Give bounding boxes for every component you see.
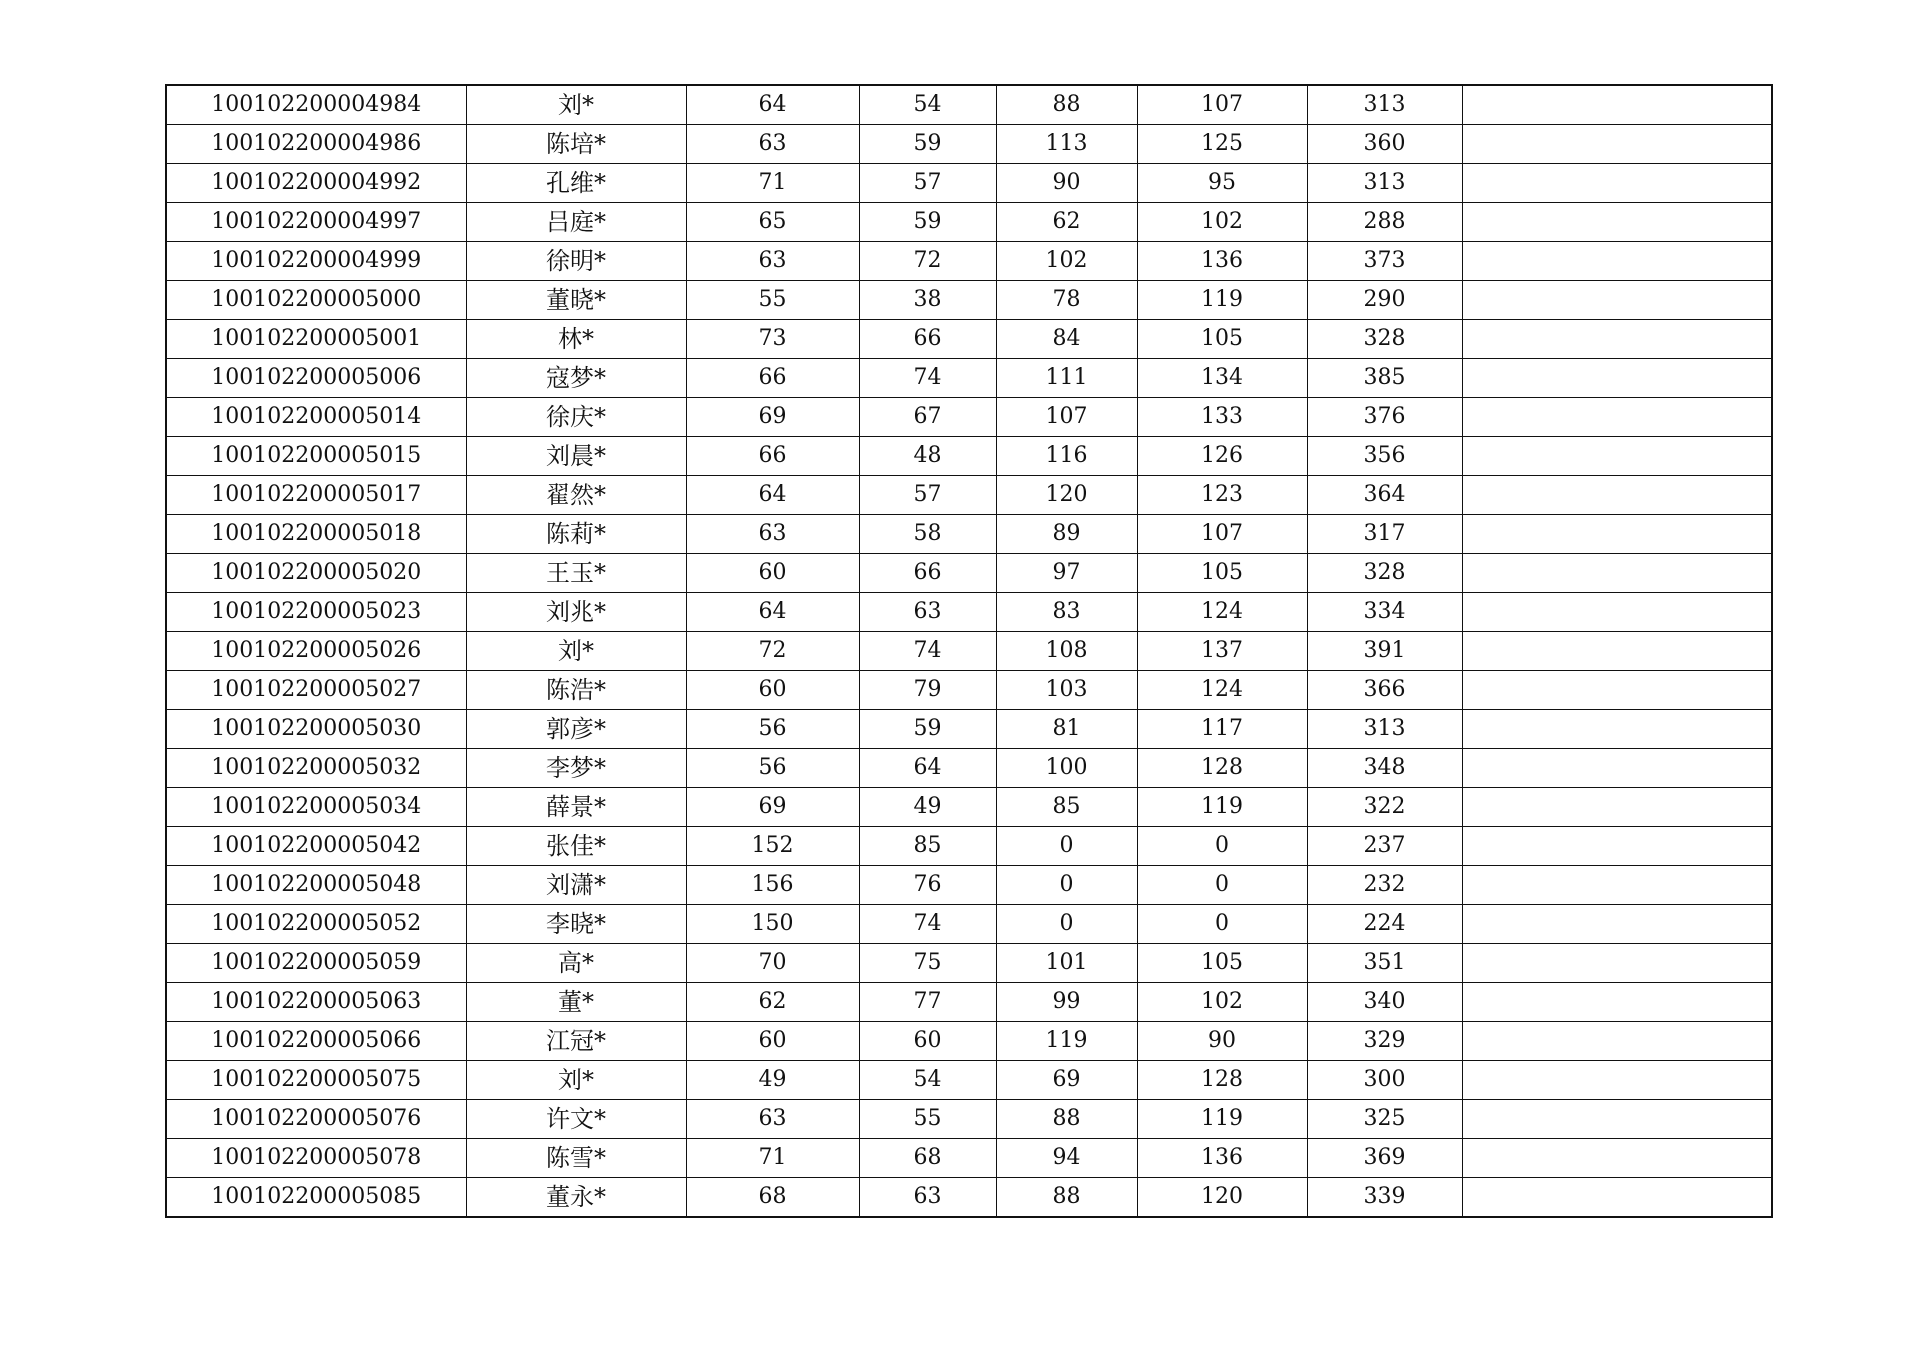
- total-score-cell: 322: [1307, 788, 1462, 827]
- total-score-cell: 334: [1307, 593, 1462, 632]
- score-2-cell: 57: [859, 476, 996, 515]
- table-row: [166, 788, 1772, 827]
- score-2-cell: 54: [859, 1061, 996, 1100]
- score-2-cell: 64: [859, 749, 996, 788]
- exam-id-cell: 100102200004984: [166, 85, 466, 125]
- score-1-cell: 69: [686, 788, 859, 827]
- candidate-name-cell: 王玉*: [466, 554, 686, 593]
- score-3-cell: 100: [996, 749, 1137, 788]
- score-1-cell: 63: [686, 242, 859, 281]
- exam-id-cell: 100102200005030: [166, 710, 466, 749]
- candidate-name-cell: 吕庭*: [466, 203, 686, 242]
- total-score-cell: 313: [1307, 710, 1462, 749]
- score-table-body: [166, 85, 1772, 1217]
- total-score-cell: 339: [1307, 1178, 1462, 1218]
- total-score-cell: 329: [1307, 1022, 1462, 1061]
- score-4-cell: 137: [1137, 632, 1307, 671]
- note-cell: [1462, 593, 1772, 632]
- score-3-cell: 111: [996, 359, 1137, 398]
- score-4-cell: 107: [1137, 515, 1307, 554]
- score-4-cell: 124: [1137, 671, 1307, 710]
- candidate-name-cell: 张佳*: [466, 827, 686, 866]
- candidate-name-cell: 陈浩*: [466, 671, 686, 710]
- candidate-name-cell: 许文*: [466, 1100, 686, 1139]
- exam-id-cell: 100102200005042: [166, 827, 466, 866]
- exam-id-cell: 100102200005018: [166, 515, 466, 554]
- score-1-cell: 64: [686, 476, 859, 515]
- total-score-cell: 288: [1307, 203, 1462, 242]
- table-row: [166, 671, 1772, 710]
- candidate-name-cell: 陈莉*: [466, 515, 686, 554]
- score-2-cell: 66: [859, 554, 996, 593]
- total-score-cell: 369: [1307, 1139, 1462, 1178]
- table-row: [166, 1061, 1772, 1100]
- score-2-cell: 49: [859, 788, 996, 827]
- note-cell: [1462, 476, 1772, 515]
- exam-id-cell: 100102200005026: [166, 632, 466, 671]
- score-3-cell: 103: [996, 671, 1137, 710]
- score-1-cell: 49: [686, 1061, 859, 1100]
- score-4-cell: 128: [1137, 1061, 1307, 1100]
- score-2-cell: 63: [859, 1178, 996, 1218]
- table-row: [166, 983, 1772, 1022]
- score-1-cell: 64: [686, 85, 859, 125]
- score-4-cell: 120: [1137, 1178, 1307, 1218]
- score-1-cell: 156: [686, 866, 859, 905]
- candidate-name-cell: 孔维*: [466, 164, 686, 203]
- table-row: [166, 359, 1772, 398]
- score-2-cell: 72: [859, 242, 996, 281]
- score-2-cell: 59: [859, 203, 996, 242]
- table-row: [166, 866, 1772, 905]
- score-1-cell: 68: [686, 1178, 859, 1218]
- exam-id-cell: 100102200005075: [166, 1061, 466, 1100]
- score-2-cell: 68: [859, 1139, 996, 1178]
- score-1-cell: 70: [686, 944, 859, 983]
- note-cell: [1462, 827, 1772, 866]
- score-3-cell: 94: [996, 1139, 1137, 1178]
- table-row: [166, 320, 1772, 359]
- exam-id-cell: 100102200005027: [166, 671, 466, 710]
- score-3-cell: 113: [996, 125, 1137, 164]
- exam-id-cell: 100102200005034: [166, 788, 466, 827]
- exam-id-cell: 100102200005023: [166, 593, 466, 632]
- note-cell: [1462, 203, 1772, 242]
- total-score-cell: 391: [1307, 632, 1462, 671]
- score-4-cell: 95: [1137, 164, 1307, 203]
- score-4-cell: 0: [1137, 866, 1307, 905]
- note-cell: [1462, 1061, 1772, 1100]
- candidate-name-cell: 徐明*: [466, 242, 686, 281]
- exam-id-cell: 100102200005048: [166, 866, 466, 905]
- exam-id-cell: 100102200005032: [166, 749, 466, 788]
- score-4-cell: 128: [1137, 749, 1307, 788]
- score-4-cell: 136: [1137, 242, 1307, 281]
- table-row: [166, 1100, 1772, 1139]
- score-3-cell: 81: [996, 710, 1137, 749]
- score-1-cell: 66: [686, 359, 859, 398]
- candidate-name-cell: 刘晨*: [466, 437, 686, 476]
- total-score-cell: 373: [1307, 242, 1462, 281]
- table-row: [166, 203, 1772, 242]
- score-3-cell: 88: [996, 1178, 1137, 1218]
- note-cell: [1462, 320, 1772, 359]
- total-score-cell: 360: [1307, 125, 1462, 164]
- score-2-cell: 66: [859, 320, 996, 359]
- table-row: [166, 398, 1772, 437]
- score-3-cell: 101: [996, 944, 1137, 983]
- exam-id-cell: 100102200004992: [166, 164, 466, 203]
- table-row: [166, 632, 1772, 671]
- table-row: [166, 749, 1772, 788]
- score-3-cell: 97: [996, 554, 1137, 593]
- exam-id-cell: 100102200005085: [166, 1178, 466, 1218]
- exam-id-cell: 100102200005014: [166, 398, 466, 437]
- table-row: [166, 1178, 1772, 1218]
- score-4-cell: 133: [1137, 398, 1307, 437]
- total-score-cell: 317: [1307, 515, 1462, 554]
- score-2-cell: 38: [859, 281, 996, 320]
- score-1-cell: 56: [686, 749, 859, 788]
- score-4-cell: 107: [1137, 85, 1307, 125]
- total-score-cell: 328: [1307, 554, 1462, 593]
- score-1-cell: 71: [686, 1139, 859, 1178]
- note-cell: [1462, 164, 1772, 203]
- score-3-cell: 83: [996, 593, 1137, 632]
- candidate-name-cell: 陈雪*: [466, 1139, 686, 1178]
- score-2-cell: 60: [859, 1022, 996, 1061]
- score-2-cell: 58: [859, 515, 996, 554]
- score-3-cell: 0: [996, 905, 1137, 944]
- note-cell: [1462, 866, 1772, 905]
- candidate-name-cell: 董永*: [466, 1178, 686, 1218]
- score-4-cell: 105: [1137, 944, 1307, 983]
- note-cell: [1462, 983, 1772, 1022]
- score-1-cell: 71: [686, 164, 859, 203]
- total-score-cell: 232: [1307, 866, 1462, 905]
- score-2-cell: 79: [859, 671, 996, 710]
- total-score-cell: 364: [1307, 476, 1462, 515]
- score-3-cell: 88: [996, 1100, 1137, 1139]
- score-3-cell: 69: [996, 1061, 1137, 1100]
- total-score-cell: 325: [1307, 1100, 1462, 1139]
- note-cell: [1462, 281, 1772, 320]
- exam-id-cell: 100102200005020: [166, 554, 466, 593]
- candidate-name-cell: 林*: [466, 320, 686, 359]
- candidate-name-cell: 董*: [466, 983, 686, 1022]
- note-cell: [1462, 710, 1772, 749]
- table-row: [166, 944, 1772, 983]
- note-cell: [1462, 1100, 1772, 1139]
- table-row: [166, 125, 1772, 164]
- score-2-cell: 48: [859, 437, 996, 476]
- candidate-name-cell: 高*: [466, 944, 686, 983]
- score-4-cell: 105: [1137, 320, 1307, 359]
- score-2-cell: 76: [859, 866, 996, 905]
- score-1-cell: 65: [686, 203, 859, 242]
- candidate-name-cell: 徐庆*: [466, 398, 686, 437]
- score-2-cell: 55: [859, 1100, 996, 1139]
- score-1-cell: 72: [686, 632, 859, 671]
- candidate-name-cell: 李晓*: [466, 905, 686, 944]
- note-cell: [1462, 1178, 1772, 1218]
- score-3-cell: 107: [996, 398, 1137, 437]
- candidate-name-cell: 刘*: [466, 1061, 686, 1100]
- table-row: [166, 515, 1772, 554]
- note-cell: [1462, 671, 1772, 710]
- score-4-cell: 123: [1137, 476, 1307, 515]
- candidate-name-cell: 刘兆*: [466, 593, 686, 632]
- score-2-cell: 63: [859, 593, 996, 632]
- score-table: [165, 84, 1773, 1218]
- candidate-name-cell: 刘*: [466, 632, 686, 671]
- table-row: [166, 1022, 1772, 1061]
- note-cell: [1462, 437, 1772, 476]
- exam-id-cell: 100102200005052: [166, 905, 466, 944]
- score-1-cell: 69: [686, 398, 859, 437]
- candidate-name-cell: 薛景*: [466, 788, 686, 827]
- total-score-cell: 313: [1307, 85, 1462, 125]
- score-2-cell: 85: [859, 827, 996, 866]
- score-4-cell: 119: [1137, 1100, 1307, 1139]
- table-row: [166, 242, 1772, 281]
- table-row: [166, 437, 1772, 476]
- note-cell: [1462, 398, 1772, 437]
- score-4-cell: 119: [1137, 788, 1307, 827]
- note-cell: [1462, 905, 1772, 944]
- table-row: [166, 164, 1772, 203]
- score-3-cell: 99: [996, 983, 1137, 1022]
- table-row: [166, 593, 1772, 632]
- score-1-cell: 62: [686, 983, 859, 1022]
- score-4-cell: 124: [1137, 593, 1307, 632]
- exam-id-cell: 100102200005017: [166, 476, 466, 515]
- score-2-cell: 67: [859, 398, 996, 437]
- exam-id-cell: 100102200005066: [166, 1022, 466, 1061]
- total-score-cell: 328: [1307, 320, 1462, 359]
- score-3-cell: 88: [996, 85, 1137, 125]
- note-cell: [1462, 749, 1772, 788]
- score-2-cell: 54: [859, 85, 996, 125]
- exam-id-cell: 100102200005076: [166, 1100, 466, 1139]
- score-3-cell: 120: [996, 476, 1137, 515]
- total-score-cell: 224: [1307, 905, 1462, 944]
- score-1-cell: 150: [686, 905, 859, 944]
- exam-id-cell: 100102200004997: [166, 203, 466, 242]
- score-2-cell: 77: [859, 983, 996, 1022]
- table-row: [166, 827, 1772, 866]
- score-2-cell: 74: [859, 632, 996, 671]
- exam-id-cell: 100102200005000: [166, 281, 466, 320]
- score-1-cell: 64: [686, 593, 859, 632]
- exam-id-cell: 100102200005001: [166, 320, 466, 359]
- table-row: [166, 476, 1772, 515]
- table-row: [166, 554, 1772, 593]
- score-4-cell: 0: [1137, 905, 1307, 944]
- candidate-name-cell: 刘*: [466, 85, 686, 125]
- note-cell: [1462, 1022, 1772, 1061]
- exam-id-cell: 100102200004986: [166, 125, 466, 164]
- score-1-cell: 63: [686, 125, 859, 164]
- score-4-cell: 126: [1137, 437, 1307, 476]
- score-3-cell: 119: [996, 1022, 1137, 1061]
- exam-id-cell: 100102200005059: [166, 944, 466, 983]
- score-3-cell: 78: [996, 281, 1137, 320]
- candidate-name-cell: 刘潇*: [466, 866, 686, 905]
- total-score-cell: 366: [1307, 671, 1462, 710]
- score-1-cell: 73: [686, 320, 859, 359]
- score-3-cell: 90: [996, 164, 1137, 203]
- candidate-name-cell: 翟然*: [466, 476, 686, 515]
- table-row: [166, 85, 1772, 125]
- table-row: [166, 905, 1772, 944]
- score-1-cell: 152: [686, 827, 859, 866]
- score-1-cell: 66: [686, 437, 859, 476]
- exam-id-cell: 100102200005078: [166, 1139, 466, 1178]
- table-row: [166, 710, 1772, 749]
- total-score-cell: 385: [1307, 359, 1462, 398]
- note-cell: [1462, 1139, 1772, 1178]
- note-cell: [1462, 242, 1772, 281]
- note-cell: [1462, 359, 1772, 398]
- note-cell: [1462, 125, 1772, 164]
- score-4-cell: 117: [1137, 710, 1307, 749]
- score-3-cell: 102: [996, 242, 1137, 281]
- score-1-cell: 56: [686, 710, 859, 749]
- score-1-cell: 60: [686, 671, 859, 710]
- score-1-cell: 63: [686, 515, 859, 554]
- total-score-cell: 348: [1307, 749, 1462, 788]
- total-score-cell: 300: [1307, 1061, 1462, 1100]
- note-cell: [1462, 944, 1772, 983]
- exam-id-cell: 100102200004999: [166, 242, 466, 281]
- score-2-cell: 75: [859, 944, 996, 983]
- score-3-cell: 108: [996, 632, 1137, 671]
- score-3-cell: 0: [996, 827, 1137, 866]
- score-4-cell: 136: [1137, 1139, 1307, 1178]
- score-4-cell: 119: [1137, 281, 1307, 320]
- candidate-name-cell: 李梦*: [466, 749, 686, 788]
- score-3-cell: 0: [996, 866, 1137, 905]
- exam-id-cell: 100102200005006: [166, 359, 466, 398]
- total-score-cell: 356: [1307, 437, 1462, 476]
- table-row: [166, 1139, 1772, 1178]
- score-1-cell: 60: [686, 554, 859, 593]
- exam-id-cell: 100102200005015: [166, 437, 466, 476]
- score-3-cell: 116: [996, 437, 1137, 476]
- note-cell: [1462, 554, 1772, 593]
- score-4-cell: 134: [1137, 359, 1307, 398]
- candidate-name-cell: 寇梦*: [466, 359, 686, 398]
- table-row: [166, 281, 1772, 320]
- score-2-cell: 74: [859, 905, 996, 944]
- total-score-cell: 237: [1307, 827, 1462, 866]
- score-4-cell: 90: [1137, 1022, 1307, 1061]
- candidate-name-cell: 郭彦*: [466, 710, 686, 749]
- exam-id-cell: 100102200005063: [166, 983, 466, 1022]
- score-2-cell: 74: [859, 359, 996, 398]
- score-3-cell: 62: [996, 203, 1137, 242]
- score-4-cell: 125: [1137, 125, 1307, 164]
- score-3-cell: 89: [996, 515, 1137, 554]
- score-1-cell: 63: [686, 1100, 859, 1139]
- note-cell: [1462, 632, 1772, 671]
- note-cell: [1462, 515, 1772, 554]
- total-score-cell: 290: [1307, 281, 1462, 320]
- total-score-cell: 376: [1307, 398, 1462, 437]
- total-score-cell: 313: [1307, 164, 1462, 203]
- total-score-cell: 351: [1307, 944, 1462, 983]
- note-cell: [1462, 85, 1772, 125]
- candidate-name-cell: 董晓*: [466, 281, 686, 320]
- score-3-cell: 85: [996, 788, 1137, 827]
- score-3-cell: 84: [996, 320, 1137, 359]
- candidate-name-cell: 陈培*: [466, 125, 686, 164]
- score-2-cell: 59: [859, 125, 996, 164]
- score-1-cell: 55: [686, 281, 859, 320]
- score-4-cell: 102: [1137, 983, 1307, 1022]
- total-score-cell: 340: [1307, 983, 1462, 1022]
- score-4-cell: 102: [1137, 203, 1307, 242]
- note-cell: [1462, 788, 1772, 827]
- score-1-cell: 60: [686, 1022, 859, 1061]
- score-2-cell: 57: [859, 164, 996, 203]
- score-4-cell: 105: [1137, 554, 1307, 593]
- score-2-cell: 59: [859, 710, 996, 749]
- candidate-name-cell: 江冠*: [466, 1022, 686, 1061]
- score-4-cell: 0: [1137, 827, 1307, 866]
